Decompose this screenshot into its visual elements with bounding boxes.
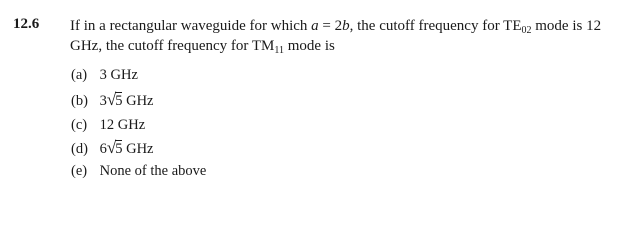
radicand: 5: [115, 93, 123, 109]
option-coef: 6: [99, 141, 107, 157]
option-label: (a): [71, 67, 88, 83]
option-unit: GHz: [122, 141, 154, 157]
te-subscript: 02: [521, 25, 532, 36]
radical-sign: √: [106, 138, 117, 157]
stem-text-2: , the cutoff frequency for TE: [349, 18, 522, 34]
stem-text-4: mode is: [284, 38, 335, 54]
option-c: [71, 117, 145, 134]
question-number: 12.6: [13, 16, 40, 32]
radical-sign: √: [106, 90, 117, 109]
option-a: [71, 67, 138, 84]
option-label: (b): [71, 93, 88, 109]
sqrt-expression: [107, 91, 123, 110]
radicand: 5: [115, 141, 123, 157]
var-b: b: [342, 18, 350, 34]
option-b: [71, 91, 153, 110]
question-stem: [70, 16, 636, 56]
option-unit: GHz: [122, 93, 154, 109]
sqrt-expression: [107, 139, 123, 158]
option-text: 12 GHz: [99, 117, 146, 133]
stem-text-3: mode is 12 GHz, the cutoff frequency for TM: [70, 18, 602, 54]
tm-subscript: 11: [274, 45, 285, 56]
option-text: 3 GHz: [99, 67, 138, 83]
equals-text: = 2: [318, 18, 343, 34]
option-text: None of the above: [99, 163, 207, 179]
var-a: a: [311, 18, 319, 34]
option-label: (e): [71, 163, 88, 179]
stem-text-1: If in a rectangular waveguide for which: [70, 18, 312, 34]
option-label: (c): [71, 117, 88, 133]
option-d: [71, 139, 153, 158]
option-label: (d): [71, 141, 88, 157]
option-coef: 3: [99, 93, 107, 109]
option-e: [71, 163, 206, 180]
